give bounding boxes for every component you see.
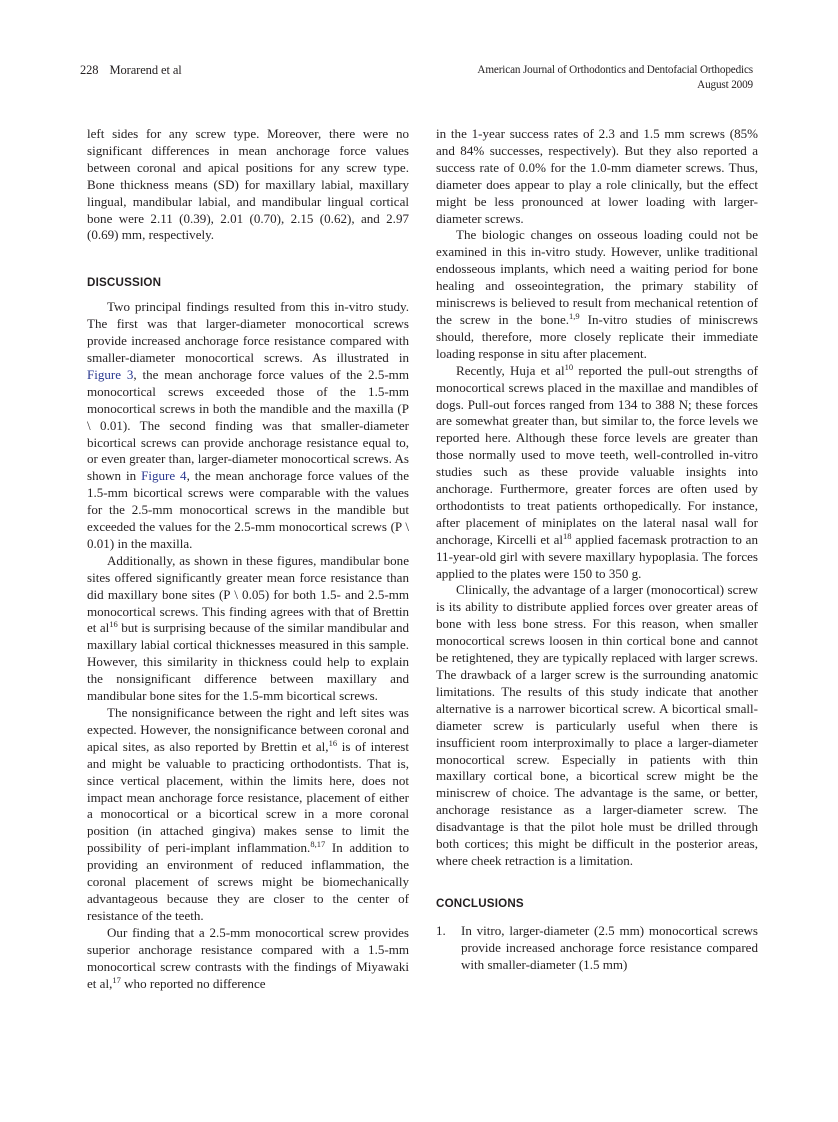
discussion-paragraph-2: [87, 553, 409, 705]
page-number: 228: [80, 63, 99, 77]
figure-4-link[interactable]: Figure 4: [141, 468, 187, 484]
text-run: is of interest and might be valuable to practicing orthodontists. That is, since vertical placement, within the limits here, does not impact mean anchorage force resistance, placement of either a monocortical or a bicortical screw in a more coronal position (in attached gingiva) makes sense to limit the possibility of peri-implant inflammation.: [87, 738, 409, 856]
running-authors: Morarend et al: [109, 63, 182, 77]
left-column: [87, 126, 409, 992]
text-run: The biologic changes on osseous loading could not be examined in this in-vitro study. However, unlike traditional endosseous implants, which need a waiting period for bone healing and osseointegration, the primary stability of miniscrews is believed to result from mechanical retention of the screw in the bone.: [436, 227, 758, 327]
conclusions-heading: CONCLUSIONS: [436, 896, 524, 910]
discussion-paragraph-8: Clinically, the advantage of a larger (monocortical) screw is its ability to distribute applied forces over greater areas of bone with less bone stress. For this reason, when smaller monocortical screws loosen in thin cortical bone and cannot be retightened, they are typically replaced with larger screws. The drawback of a larger screw is the surrounding anatomic limitations. The results of this study indicate that another alternative is a narrower bicortical screw. A bicortical small-diameter screw is particularly useful when there is insufficient room interproximally to place a larger-diameter monocortical screw. Especially in patients with thin maxillary cortical bone, a bicortical screw might be the miniscrew of choice. The advantage is the same, or better, anchorage resistance as a larger-diameter screw. The disadvantage is that the pilot hole must be drilled through both cortices; this might be difficult in the posterior areas, where cheek retraction is a limitation.: [436, 582, 758, 868]
issue-date: August 2009: [697, 79, 753, 91]
journal-title: American Journal of Orthodontics and Dentofacial Orthopedics: [477, 64, 753, 76]
discussion-paragraph-7: [436, 363, 758, 583]
citation-ref[interactable]: 16: [109, 619, 118, 630]
figure-3-link[interactable]: Figure 3: [87, 366, 134, 382]
citation-ref[interactable]: 10: [564, 361, 574, 372]
text-run: applied facemask protraction to an 11-year-old girl with severe maxillary hypoplasia. The forces applied to the plates were 150 to 350 g.: [436, 531, 758, 581]
discussion-heading: DISCUSSION: [87, 276, 162, 290]
discussion-paragraph-5: in the 1-year success rates of 2.3 and 1.5 mm screws (85% and 84% successes, respectively). But they also reported a success rate of 0.0% for the 1.0-mm diameter screws. Thus, diameter does appear to play a role clinically, but the effect might be less pronounced at lower loading with larger-diameter screws.: [436, 126, 758, 226]
citation-ref[interactable]: 18: [563, 530, 572, 541]
discussion-paragraph-1: [87, 299, 409, 553]
text-run: The nonsignificance between the right and left sites was expected. However, the nonsignificance between coronal and apical sites, as also reported by Brettin et al,: [87, 705, 409, 754]
right-column: [436, 126, 758, 974]
conclusion-text: In vitro, larger-diameter (2.5 mm) monocortical screws provide increased anchorage force resistance compared with smaller-diameter (1.5 mm): [461, 922, 758, 972]
citation-ref[interactable]: 1,9: [569, 310, 580, 321]
text-run: reported the pull-out strengths of monocortical screws placed in the maxillae and mandibles of dogs. Pull-out forces ranged from 134 to 388 N; these forces are somewhat greater than, but similar to, the force levels we reported here. Although these force levels are greater than those normally used to move teeth, well-controlled in-vitro studies such as these provide valuable insights into anchorage. Furthermore, greater forces are often used by orthodontists to treat patients orthopedically. For instance, after placement of miniplates on the lateral nasal wall for anchorage, Kircelli et al: [436, 362, 759, 547]
text-run: , the mean anchorage force values of the 2.5-mm monocortical screws exceeded those of the 1.5-mm monocortical screws in both the mandible and the maxilla (P \ 0.01). The second finding was that smaller-diameter bicortical screws can provide anchorage resistance equal to, or even greater than, larger-diameter monocortical screws. As shown in: [87, 366, 409, 484]
text-run: but is surprising because of the similar mandibular and maxillary labial cortical thicknesses measured in this sample. However, this similarity in thickness could help to explain the nonsignificant difference between maxillary and mandibular bone sites for the 1.5-mm bicortical screws.: [87, 620, 410, 704]
citation-ref[interactable]: 17: [112, 974, 121, 985]
text-run: In addition to providing an environment of reduced inflammation, the coronal placement of screws might be biomechanically advantageous because they are closer to the center of resistance of the teeth.: [87, 840, 409, 923]
running-header-left: [80, 63, 182, 78]
conclusion-item: [436, 923, 758, 974]
running-header-right: [477, 63, 753, 93]
conclusion-number: 1.: [436, 922, 446, 938]
citation-ref[interactable]: 16: [328, 737, 338, 748]
text-run: Our finding that a 2.5-mm monocortical screw provides superior anchorage resistance compared with a 1.5-mm monocortical screw contrasts with the findings of Miyawaki et al,: [87, 924, 409, 991]
discussion-paragraph-4: [87, 925, 409, 993]
citation-ref[interactable]: 8,17: [310, 839, 326, 850]
discussion-paragraph-6: [436, 227, 758, 362]
discussion-paragraph-3: [87, 705, 409, 925]
text-run: Two principal findings resulted from this in-vitro study. The first was that larger-diameter monocortical screws provide increased anchorage force resistance compared with smaller-diameter monocortical screws. As illustrated in: [87, 299, 409, 365]
text-run: Additionally, as shown in these figures, mandibular bone sites offered significantly greater mean force resistance than did maxillary bone sites (P \ 0.05) for both 1.5- and 2.5-mm monocortical screws. This finding agrees with that of Brettin et al: [87, 552, 409, 636]
text-run: who reported no difference: [120, 975, 266, 991]
text-run: Recently, Huja et al: [456, 362, 565, 378]
text-run: , the mean anchorage force values of the 1.5-mm bicortical screws were comparable with the values for the 2.5-mm monocortical screws in the mandible but exceeded the values for the 2.5-mm monocortical screws (P \ 0.01) in the maxilla.: [87, 468, 409, 551]
results-paragraph: left sides for any screw type. Moreover, there were no significant differences in mean anchorage force values between coronal and apical positions for any screw type. Bone thickness means (SD) for maxillary labial, maxillary lingual, mandibular labial, and mandibular lingual cortical bone were 2.11 (0.39), 2.01 (0.70), 2.15 (0.62), and 2.97 (0.69) mm, respectively.: [87, 126, 409, 243]
text-run: In-vitro studies of miniscrews should, therefore, more closely replicate their immediate loading response in situ after placement.: [436, 311, 758, 361]
